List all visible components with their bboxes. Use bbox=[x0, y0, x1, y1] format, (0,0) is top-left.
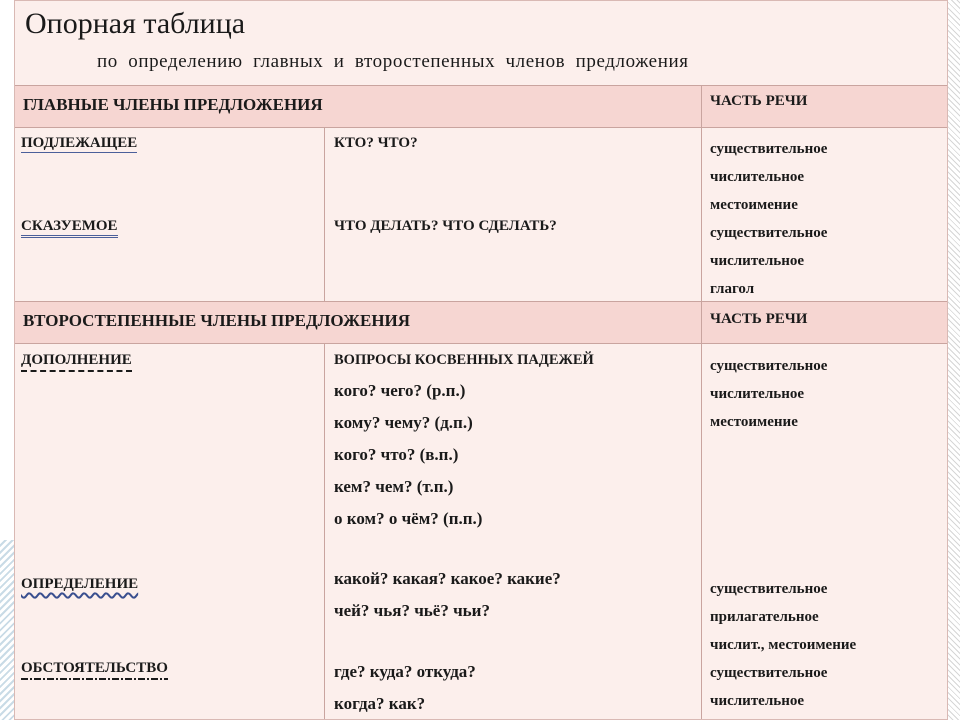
question-item: кому? чему? (д.п.) bbox=[334, 413, 473, 432]
main-members-header: ГЛАВНЫЕ ЧЛЕНЫ ПРЕДЛОЖЕНИЯ bbox=[23, 95, 323, 114]
grid-line bbox=[15, 127, 947, 128]
question-item: кем? чем? (т.п.) bbox=[334, 477, 454, 496]
part-of-speech-item: существительное bbox=[710, 581, 828, 597]
adverbial-questions bbox=[334, 656, 476, 720]
subject-term: ПОДЛЕЖАЩЕЕ bbox=[21, 135, 138, 151]
part-of-speech-item: местоимение bbox=[710, 197, 798, 213]
part-of-speech-item: существительное bbox=[710, 665, 828, 681]
grid-line bbox=[15, 85, 947, 86]
part-of-speech-item: числительное bbox=[710, 253, 804, 269]
part-of-speech-item: глагол bbox=[710, 281, 755, 297]
adverbial-parts-list bbox=[710, 659, 827, 715]
question-item: кого? чего? (р.п.) bbox=[334, 381, 466, 400]
object-term: ДОПОЛНЕНИЕ bbox=[21, 352, 132, 369]
secondary-members-header: ВТОРОСТЕПЕННЫЕ ЧЛЕНЫ ПРЕДЛОЖЕНИЯ bbox=[23, 311, 411, 330]
adverbial-term: ОБСТОЯТЕЛЬСТВО bbox=[21, 660, 168, 677]
part-of-speech-item: прилагательное bbox=[710, 609, 819, 625]
part-of-speech-item: существительное bbox=[710, 141, 828, 157]
question-item: кого? что? (в.п.) bbox=[334, 445, 459, 464]
object-questions-header: ВОПРОСЫ КОСВЕННЫХ ПАДЕЖЕЙ bbox=[334, 352, 594, 368]
attribute-parts-list bbox=[710, 575, 856, 659]
part-of-speech-item: числительное bbox=[710, 693, 804, 709]
subject-question: КТО? ЧТО? bbox=[334, 135, 418, 151]
question-item: где? куда? откуда? bbox=[334, 662, 476, 681]
page-subtitle: по определению главных и второстепенных членов предложения bbox=[97, 51, 689, 72]
question-item: о ком? о чём? (п.п.) bbox=[334, 509, 483, 528]
main-parts-list bbox=[710, 135, 827, 303]
main-part-of-speech-header: ЧАСТЬ РЕЧИ bbox=[710, 93, 808, 109]
question-item: чей? чья? чьё? чьи? bbox=[334, 601, 490, 620]
predicate-term: СКАЗУЕМОЕ bbox=[21, 218, 118, 235]
attribute-questions bbox=[334, 563, 561, 627]
question-item: когда? как? bbox=[334, 694, 426, 713]
part-of-speech-item: числительное bbox=[710, 169, 804, 185]
grid-line bbox=[15, 343, 947, 344]
part-of-speech-item: существительное bbox=[710, 358, 828, 374]
object-parts-list bbox=[710, 352, 827, 436]
right-decoration bbox=[948, 0, 960, 720]
reference-table bbox=[14, 0, 948, 720]
part-of-speech-item: существительное bbox=[710, 225, 828, 241]
part-of-speech-item: местоимение bbox=[710, 414, 798, 430]
part-of-speech-item: числительное bbox=[710, 386, 804, 402]
question-item: какой? какая? какое? какие? bbox=[334, 569, 561, 588]
part-of-speech-item: числит., местоимение bbox=[710, 637, 857, 653]
object-questions bbox=[334, 375, 482, 535]
page-title: Опорная таблица bbox=[25, 7, 246, 40]
grid-line bbox=[701, 85, 702, 720]
predicate-question: ЧТО ДЕЛАТЬ? ЧТО СДЕЛАТЬ? bbox=[334, 218, 557, 234]
attribute-term: ОПРЕДЕЛЕНИЕ bbox=[21, 576, 139, 592]
grid-line bbox=[324, 127, 325, 301]
grid-line bbox=[324, 343, 325, 720]
secondary-part-of-speech-header: ЧАСТЬ РЕЧИ bbox=[710, 311, 808, 327]
